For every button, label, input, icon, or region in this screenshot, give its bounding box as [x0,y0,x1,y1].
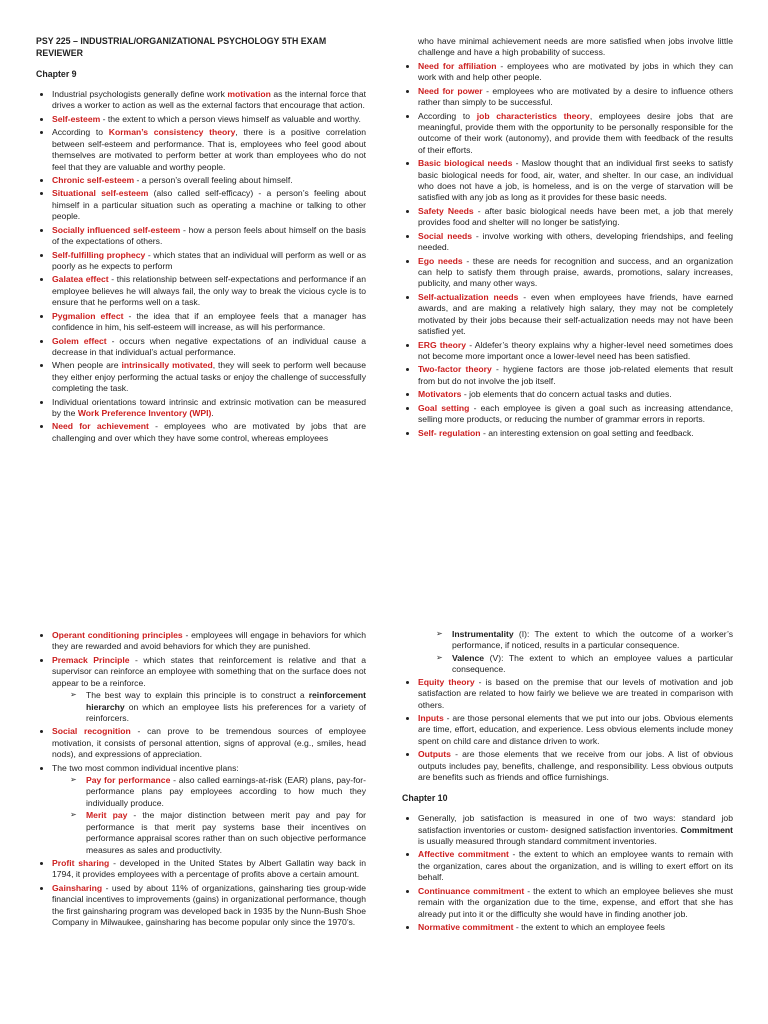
list-item: • Pygmalion effect - the idea that if an employee feels that a manager has confidence in him, his self-esteem will increase, as will his performance. [52,311,366,334]
sub-list-item: ➢ Valence (V): The extent to which an employee values a particular consequence. [452,653,733,676]
list-item: • Two-factor theory - hygiene factors are those job-related elements that result from but do not involve the job itself. [418,364,733,387]
list-item: • Chronic self-esteem - a person’s overall feeling about himself. [52,175,366,186]
list-item: • According to job characteristics theory, employees desire jobs that are meaningful, provide them with the opportunity to be personally responsible for the outcome of their work (autonomy), and provide them with feedback of the results of their efforts. [418,111,733,157]
list-item: • Profit sharing - developed in the United States by Albert Gallatin way back in 1794, it provides employees with a percentage of profits above a certain amount. [52,858,366,881]
sub-list-item: ➢ The best way to explain this principle is to construct a reinforcement hierarchy on which an employee lists his preferences for a variety of reinforcers. [86,690,366,724]
list-item: • Continuance commitment - the extent to which an employee believes she must remain with the organization due to the time, expense, and effort that she has already put into it or the difficulty she would have in finding another job. [418,886,733,920]
list-item: • Gainsharing - used by about 11% of organizations, gainsharing ties group-wide financial incentives to improvements (gains) in organizational performance, though the first gainsharing program was developed back in 1935 by the Nunn-Bush Shoe Company in Milwaukee, gainsharing has become popular only since the 1970’s. [52,883,366,929]
bottom-right-bullet-list [402,677,733,784]
list-item: • Basic biological needs - Maslow thought that an individual first seeks to satisfy basic biological needs for food, air, water, and shelter. In our case, an individual who does not have a job, is homeless, and is on the verge of starvation will be satisfied with any job as long as it provides for these basic needs. [418,158,733,204]
sub-list-item: ➢ Pay for performance - also called earnings-at-risk (EAR) plans, pay-for-performance plans pay employees according to how much they individually produce. [86,775,366,809]
list-item: • Social needs - involve working with others, developing friendships, and feeling needed. [418,231,733,254]
sub-list [52,690,366,724]
list-item: • Need for affiliation - employees who are motivated by jobs in which they can work with and help other people. [418,61,733,84]
list-item: • Normative commitment - the extent to which an employee feels [418,922,733,933]
list-item: • Golem effect - occurs when negative expectations of an individual cause a decrease in that individual’s actual performance. [52,336,366,359]
list-item: • Premack Principle - which states that reinforcement is relative and that a supervisor can reinforce an employee with something that on the surface does not appear to be a reinforce. ➢ The best way to explain this principle is to construct a reinforcement hierarchy on which an employee lists his preferences for a variety of reinforcers. [52,655,366,725]
list-item: • Socially influenced self-esteem - how a person feels about himself on the basis of the expectations of others. [52,225,366,248]
sub-list [402,629,733,676]
top-right-bullet-list [402,61,733,439]
list-item: • Social recognition - can prove to be tremendous sources of employee motivation, it consists of personal attention, signs of approval (e.g., smiles, head nods), and expressions of appreciation. [52,726,366,760]
sub-list [52,775,366,856]
chapter-9-heading: Chapter 9 [36,69,77,80]
list-item: • Goal setting - each employee is given a goal such as increasing attendance, selling more products, or reducing the number of grammar errors in reports. [418,403,733,426]
list-item: • Situational self-esteem (also called self-efficacy) - a person’s feeling about himself in a particular situation such as operating a machine or talking to other people. [52,188,366,222]
list-item: • The two most common individual incentive plans: ➢ Pay for performance - also called earnings-at-risk (EAR) plans, pay-for-performance plans pay employees according to how much they individually produce. ➢ Merit pay - the major distinction between merit pay and pay for performance is that merit pay systems base their incentives on performance appraisal scores rather than on such objective performance measures as sales and productivity. [52,763,366,856]
list-item: • Self-fulfilling prophecy - which states that an individual will perform as well or as poorly as he expects to perform [52,250,366,273]
list-item: • Ego needs - these are needs for recognition and success, and an organization can help to satisfy them through praise, awards, promotions, salary increases, publicity, and many other ways. [418,256,733,290]
list-item: • Affective commitment - the extent to which an employee wants to remain with the organization, cares about the organization, and is willing to exert effort on its behalf. [418,849,733,883]
list-item: • ERG theory - Aldefer’s theory explains why a higher-level need sometimes does not become more important once a lower-level need has been satisfied. [418,340,733,363]
list-item: • Self-esteem - the extent to which a person views himself as valuable and worthy. [52,114,366,125]
list-item: • When people are intrinsically motivated, they will seek to perform well because they either enjoy performing the actual tasks or enjoy the challenge of successfully completing the task. [52,360,366,394]
list-item: • Self-actualization needs - even when employees have friends, have earned awards, and are making a relatively high salary, they may not be completely motivated by their jobs because their self-actualization needs may not have been satisfied yet. [418,292,733,338]
bottom-right-column [402,628,733,935]
list-item: • Generally, job satisfaction is measured in one of two ways: standard job satisfaction inventories or custom- designed satisfaction inventories. Commitment is usually measured through standard commitment inventories. [418,813,733,847]
list-item: • Individual orientations toward intrinsic and extrinsic motivation can be measured by the Work Preference Inventory (WPI). [52,397,366,420]
chapter-10-bullet-list [402,813,733,933]
top-right-column [402,36,733,441]
list-item: • According to Korman’s consistency theory, there is a positive correlation between self-esteem and performance. That is, employees who feel good about themselves are motivated to perform better at work than employees who do not feel that they are valuable and worthy people. [52,127,366,173]
continuation-text: who have minimal achievement needs are more satisfied when jobs involve little challenge and have a high probability of success. [418,36,733,58]
top-left-bullet-list [36,89,366,444]
sub-list-item: ➢ Merit pay - the major distinction between merit pay and pay for performance is that merit pay systems base their incentives on performance appraisal scores rather than on such objective performance measures as sales and productivity. [86,810,366,856]
chapter-10-heading: Chapter 10 [402,793,448,804]
list-item: • Outputs - are those elements that we receive from our jobs. A list of obvious outputs includes pay, benefits, challenge, and responsibility. Less obvious outputs are benefits such as friends and office furnishings. [418,749,733,783]
sub-list-item: ➢ Instrumentality (I): The extent to which the outcome of a worker’s performance, if noticed, results in a particular consequence. [452,629,733,652]
list-item: • Operant conditioning principles - employees will engage in behaviors for which they are rewarded and avoid behaviors for which they are punished. [52,630,366,653]
list-item: • Safety Needs - after basic biological needs have been met, a job that merely provides food and shelter will no longer be satisfying. [418,206,733,229]
list-item: • Need for power - employees who are motivated by a desire to influence others rather than simply to be successful. [418,86,733,109]
bottom-left-bullet-list [36,630,366,929]
list-item: • Self- regulation - an interesting extension on goal setting and feedback. [418,428,733,439]
list-item: • Equity theory - is based on the premise that our levels of motivation and job satisfaction are related to how fairly we believe we are treated in comparison with others. [418,677,733,711]
list-item: • Need for achievement - employees who are motivated by jobs that are challenging and over which they have some control, whereas employees [52,421,366,444]
list-item: • Galatea effect - this relationship between self-expectations and performance if an employee believes he will always fail, the only way to break the vicious cycle is to ensure that he performs well on a task. [52,274,366,308]
list-item: • Industrial psychologists generally define work motivation as the internal force that drives a worker to action as well as the external factors that encourage that action. [52,89,366,112]
page-bottom [0,620,768,1024]
list-item: • Motivators - job elements that do concern actual tasks and duties. [418,389,733,400]
document-title: PSY 225 – INDUSTRIAL/ORGANIZATIONAL PSYCHOLOGY 5TH EXAM REVIEWER [36,36,327,58]
list-item: • Inputs - are those personal elements that we put into our jobs. Obvious elements are time, effort, education, and experience. Less obvious elements include money spent on child care and distance driven to work. [418,713,733,747]
bottom-left-column [36,630,366,931]
top-left-column [36,36,366,446]
